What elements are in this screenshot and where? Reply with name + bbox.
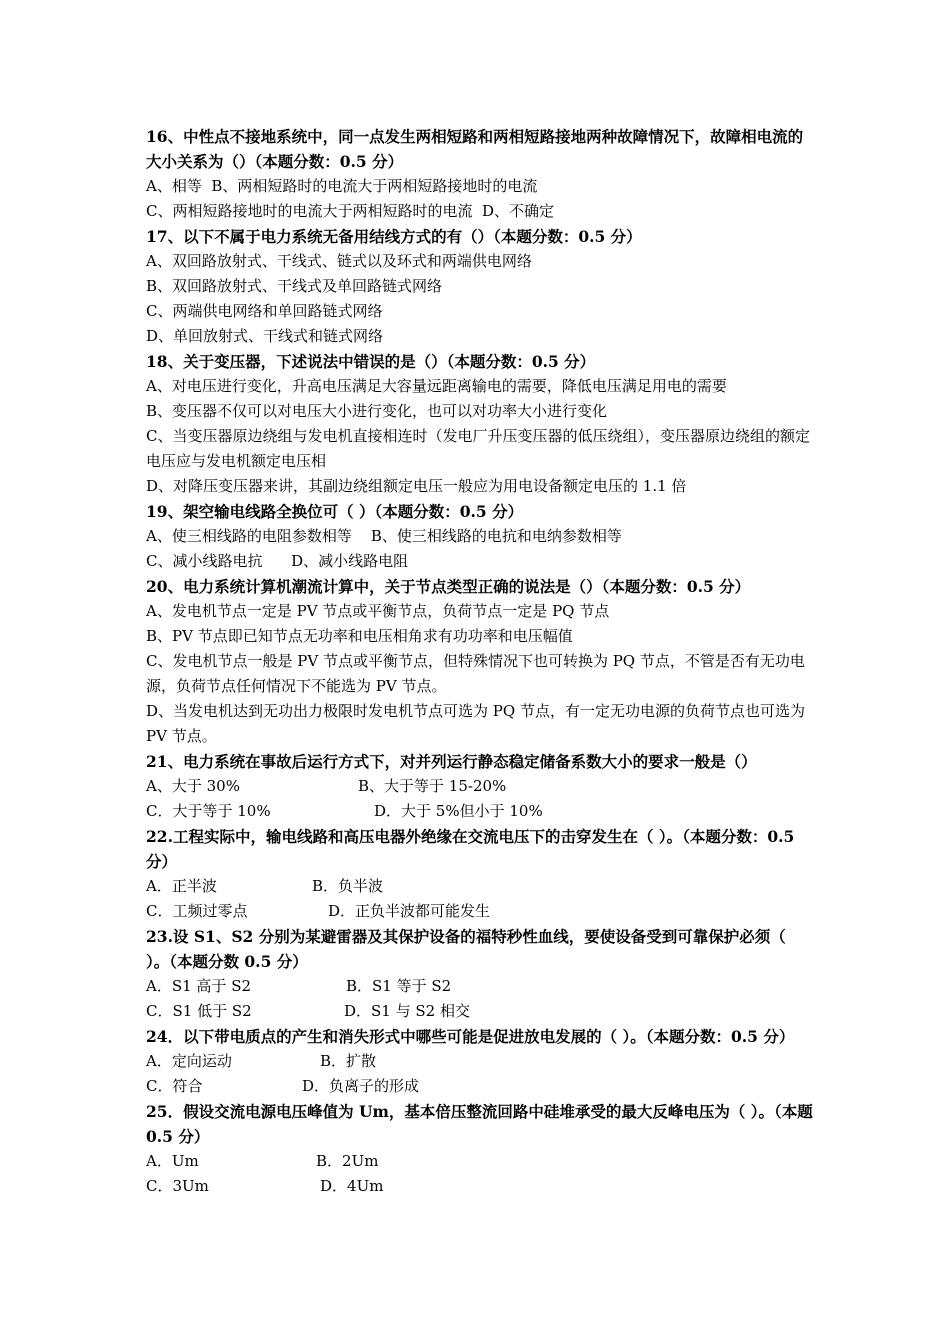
option-b: B．S1 等于 S2: [346, 977, 452, 995]
option-b: B、大于等于 15-20%: [358, 777, 507, 795]
option-d: D．S1 与 S2 相交: [344, 1002, 470, 1020]
option-row: [146, 1174, 814, 1199]
question-title: 23.设 S1、S2 分别为某避雷器及其保护设备的福特秒性血线，要使设备受到可靠保护必须（ ）。（本题分数 0.5 分）: [146, 927, 786, 971]
question-title: 17、以下不属于电力系统无备用结线方式的有（）（本题分数：0.5 分）: [146, 227, 642, 246]
question-22: [146, 824, 814, 924]
option-a: A．Um: [146, 1152, 199, 1170]
option-c: C．符合: [146, 1077, 203, 1095]
question-21: [146, 749, 814, 824]
option-line: C、发电机节点一般是 PV 节点或平衡节点，但特殊情况下也可转换为 PQ 节点，不管是否有无功电源，负荷节点任何情况下不能选为 PV 节点。: [146, 652, 805, 695]
option-line: D、单回放射式、干线式和链式网络: [146, 327, 384, 345]
question-18: [146, 349, 814, 499]
option-d: D．4Um: [320, 1177, 384, 1195]
option-a: A、大于 30%: [146, 777, 240, 795]
option-row: [146, 774, 814, 799]
question-title: 22.工程实际中，输电线路和高压电器外绝缘在交流电压下的击穿发生在（ ）。（本题分数：0.5 分）: [146, 827, 795, 871]
option-line: B、PV 节点即已知节点无功率和电压相角求有功功率和电压幅值: [146, 627, 573, 645]
question-title: 16、中性点不接地系统中，同一点发生两相短路和两相短路接地两种故障情况下，故障相电流的大小关系为（）（本题分数：0.5 分）: [146, 127, 804, 171]
option-b: B．2Um: [316, 1152, 379, 1170]
option-line: D、当发电机达到无功出力极限时发电机节点可选为 PQ 节点，有一定无功电源的负荷节点也可选为 PV 节点。: [146, 702, 805, 745]
option-c: C．3Um: [146, 1177, 209, 1195]
option-a: A．正半波: [146, 877, 217, 895]
question-title: 21、电力系统在事故后运行方式下，对并列运行静态稳定储备系数大小的要求一般是（）: [146, 752, 757, 771]
option-d: D．正负半波都可能发生: [328, 902, 491, 920]
option-row: [146, 999, 814, 1024]
option-a: A．定向运动: [146, 1052, 232, 1070]
question-title: 19、架空输电线路全换位可（ ）（本题分数：0.5 分）: [146, 502, 524, 521]
option-line: C、减小线路电抗 D、减小线路电阻: [146, 552, 409, 570]
option-line: A、使三相线路的电阻参数相等 B、使三相线路的电抗和电纳参数相等: [146, 527, 622, 545]
question-title: 25．假设交流电源电压峰值为 Um，基本倍压整流回路中硅堆承受的最大反峰电压为（ ）。（本题 0.5 分）: [146, 1102, 813, 1146]
option-line: C、两相短路接地时的电流大于两相短路时的电流 D、不确定: [146, 202, 555, 220]
question-23: [146, 924, 814, 1024]
option-line: C、两端供电网络和单回路链式网络: [146, 302, 383, 320]
option-row: [146, 1049, 814, 1074]
question-17: [146, 224, 814, 349]
question-16: [146, 124, 814, 224]
option-line: D、对降压变压器来讲，其副边绕组额定电压一般应为用电设备额定电压的 1.1 倍: [146, 477, 687, 495]
option-b: B．扩散: [320, 1052, 377, 1070]
option-line: A、对电压进行变化，升高电压满足大容量远距离输电的需要，降低电压满足用电的需要: [146, 377, 727, 395]
option-row: [146, 974, 814, 999]
option-d: D．大于 5%但小于 10%: [374, 802, 543, 820]
option-a: A．S1 高于 S2: [146, 977, 252, 995]
question-title: 20、电力系统计算机潮流计算中，关于节点类型正确的说法是（）（本题分数：0.5 分）: [146, 577, 751, 596]
question-title: 24．以下带电质点的产生和消失形式中哪些可能是促进放电发展的（ ）。（本题分数：0.5 分）: [146, 1027, 795, 1046]
option-c: C．S1 低于 S2: [146, 1002, 252, 1020]
option-row: [146, 799, 814, 824]
option-row: [146, 1149, 814, 1174]
option-d: D．负离子的形成: [302, 1077, 420, 1095]
option-c: C．工频过零点: [146, 902, 248, 920]
option-line: A、发电机节点一定是 PV 节点或平衡节点，负荷节点一定是 PQ 节点: [146, 602, 610, 620]
option-row: [146, 1074, 814, 1099]
option-b: B．负半波: [312, 877, 384, 895]
question-19: [146, 499, 814, 574]
question-24: [146, 1024, 814, 1099]
option-line: B、变压器不仅可以对电压大小进行变化，也可以对功率大小进行变化: [146, 402, 608, 420]
option-c: C．大于等于 10%: [146, 802, 271, 820]
option-row: [146, 874, 814, 899]
option-line: C、当变压器原边绕组与发电机直接相连时（发电厂升压变压器的低压绕组），变压器原边绕组的额定电压应与发电机额定电压相: [146, 427, 810, 470]
option-row: [146, 899, 814, 924]
option-line: B、双回路放射式、干线式及单回路链式网络: [146, 277, 443, 295]
question-title: 18、关于变压器，下述说法中错误的是（）（本题分数：0.5 分）: [146, 352, 596, 371]
option-line: A、双回路放射式、干线式、链式以及环式和两端供电网络: [146, 252, 532, 270]
option-line: A、相等 B、两相短路时的电流大于两相短路接地时的电流: [146, 177, 538, 195]
question-25: [146, 1099, 814, 1199]
question-20: [146, 574, 814, 749]
